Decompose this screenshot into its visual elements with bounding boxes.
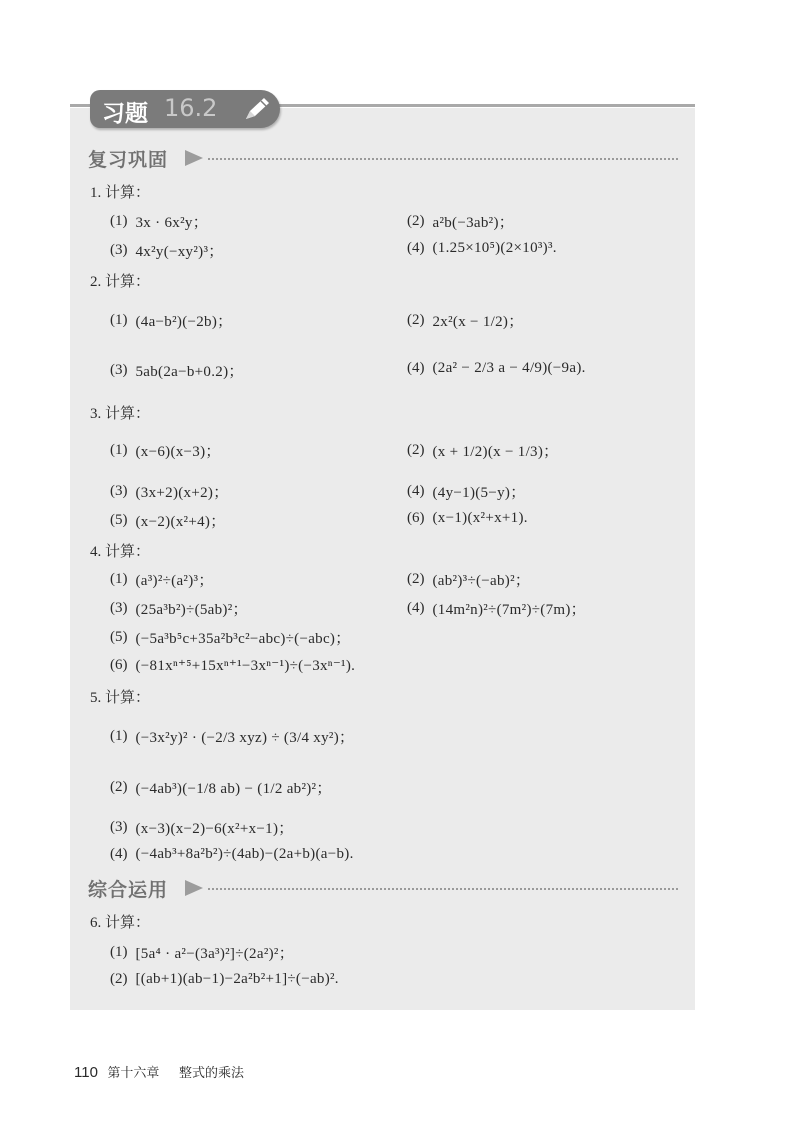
question-6-heading [90,911,150,932]
question-3-item-1 [110,440,221,461]
item-expression: (3x+2)(x+2)； [135,485,229,501]
question-3-item-3 [110,481,229,502]
item-label: (5) [110,512,128,528]
item-expression: (25a³b²)÷(5ab)²； [135,602,248,618]
item-expression: (x−1)(x²+x+1). [432,510,528,526]
item-expression: (−4ab³)(−1/8 ab) − (1/2 ab²)²； [135,781,332,797]
item-expression: (x−2)(x²+4)； [135,514,226,530]
item-expression: (−5a³b⁵c+35a²b³c²−abc)÷(−abc)； [135,631,351,647]
item-label: (3) [110,600,128,616]
dotted-divider [208,888,678,890]
triangle-arrow-icon [185,880,203,896]
item-expression: (x−3)(x−2)−6(x²+x−1)； [135,821,294,837]
question-6-item-1 [110,942,294,963]
exercise-title-tab [90,90,280,128]
question-2-item-1 [110,310,232,331]
question-4-item-2 [407,569,530,590]
item-expression: (x + 1/2)(x − 1/3)； [432,444,559,460]
question-3-item-5 [110,510,226,531]
exercise-title: 习题 [102,101,148,127]
item-label: (4) [407,360,425,376]
question-1-heading [90,181,150,202]
question-label: 计算： [105,404,151,422]
item-label: (4) [407,240,425,256]
item-label: (5) [110,629,128,645]
question-3-heading [90,402,150,423]
question-2-heading [90,270,150,291]
question-label: 计算： [105,542,151,560]
question-label: 计算： [105,913,151,931]
item-label: (6) [110,657,128,673]
pencil-icon [242,95,272,123]
item-expression: (ab²)³÷(−ab)²； [432,573,531,589]
item-label: (3) [110,362,128,378]
item-label: (1) [110,571,128,587]
question-1-item-2 [407,211,514,232]
item-expression: (2a² − 2/3 a − 4/9)(−9a). [432,360,586,376]
item-label: (3) [110,242,128,258]
item-label: (2) [407,442,425,458]
item-expression: (−3x²y)² · (−2/3 xyz) ÷ (3/4 xy²)； [135,730,355,746]
item-label: (2) [407,571,425,587]
item-expression: 3x · 6x²y； [135,215,208,231]
item-expression: (4a−b²)(−2b)； [135,314,233,330]
question-3-item-4 [407,481,526,502]
item-expression: (1.25×10⁵)(2×10³)³. [432,240,557,256]
item-label: (1) [110,312,128,328]
triangle-arrow-icon [185,150,203,166]
question-6-item-2 [110,971,339,988]
item-label: (1) [110,213,128,229]
question-4-item-1 [110,569,214,590]
item-label: (4) [407,600,425,616]
question-number: 6. [90,915,102,931]
page-footer [74,1062,244,1082]
item-label: (6) [407,510,425,526]
question-number: 2. [90,274,102,290]
item-label: (1) [110,944,128,960]
item-label: (3) [110,819,128,835]
chapter-label: 第十六章 [107,1066,160,1081]
question-label: 计算： [105,183,151,201]
item-expression: (−81xⁿ⁺⁵+15xⁿ⁺¹−3xⁿ⁻¹)÷(−3xⁿ⁻¹). [135,658,356,674]
item-expression: 2x²(x − 1/2)； [432,314,524,330]
item-expression: (−4ab³+8a²b²)÷(4ab)−(2a+b)(a−b). [135,846,354,862]
dotted-divider [208,158,678,160]
question-3-item-6 [407,510,528,527]
item-label: (2) [110,971,128,987]
question-3-item-2 [407,440,558,461]
question-5-item-4 [110,846,354,863]
item-label: (4) [110,846,128,862]
question-number: 4. [90,544,102,560]
question-4-heading [90,540,150,561]
exercise-number: 16.2 [164,94,218,122]
section-review [88,145,678,171]
question-1-item-1 [110,211,208,232]
item-label: (2) [110,779,128,795]
question-5-item-3 [110,817,294,838]
question-2-item-3 [110,360,244,381]
item-expression: [5a⁴ · a²−(3a³)²]÷(2a²)²； [135,946,295,962]
item-label: (1) [110,728,128,744]
question-5-item-2 [110,777,332,798]
section-label: 复习巩固 [88,149,169,171]
question-number: 1. [90,185,102,201]
question-label: 计算： [105,272,151,290]
question-4-item-4 [407,598,586,619]
item-label: (2) [407,213,425,229]
chapter-title: 整式的乘法 [178,1066,244,1081]
item-label: (2) [407,312,425,328]
item-label: (3) [110,483,128,499]
section-label: 综合运用 [88,879,169,901]
question-5-heading [90,686,150,707]
question-label: 计算： [105,688,151,706]
item-expression: a²b(−3ab²)； [432,215,515,231]
question-2-item-2 [407,310,524,331]
item-expression: (a³)²÷(a²)³； [135,573,214,589]
item-expression: (4y−1)(5−y)； [432,485,526,501]
question-number: 3. [90,406,102,422]
question-number: 5. [90,690,102,706]
item-expression: (x−6)(x−3)； [135,444,221,460]
item-expression: [(ab+1)(ab−1)−2a²b²+1]÷(−ab)². [135,971,339,987]
question-1-item-3 [110,240,224,261]
item-expression: 5ab(2a−b+0.2)； [135,364,244,380]
question-2-item-4 [407,360,586,377]
question-4-item-5 [110,627,351,648]
question-4-item-6 [110,656,355,675]
question-1-item-4 [407,240,557,257]
item-expression: (14m²n)²÷(7m²)÷(7m)； [432,602,586,618]
section-application [88,875,678,901]
question-5-item-1 [110,726,354,747]
question-4-item-3 [110,598,248,619]
page-number: 110 [74,1064,98,1081]
item-label: (1) [110,442,128,458]
item-expression: 4x²y(−xy²)³； [135,244,224,260]
item-label: (4) [407,483,425,499]
